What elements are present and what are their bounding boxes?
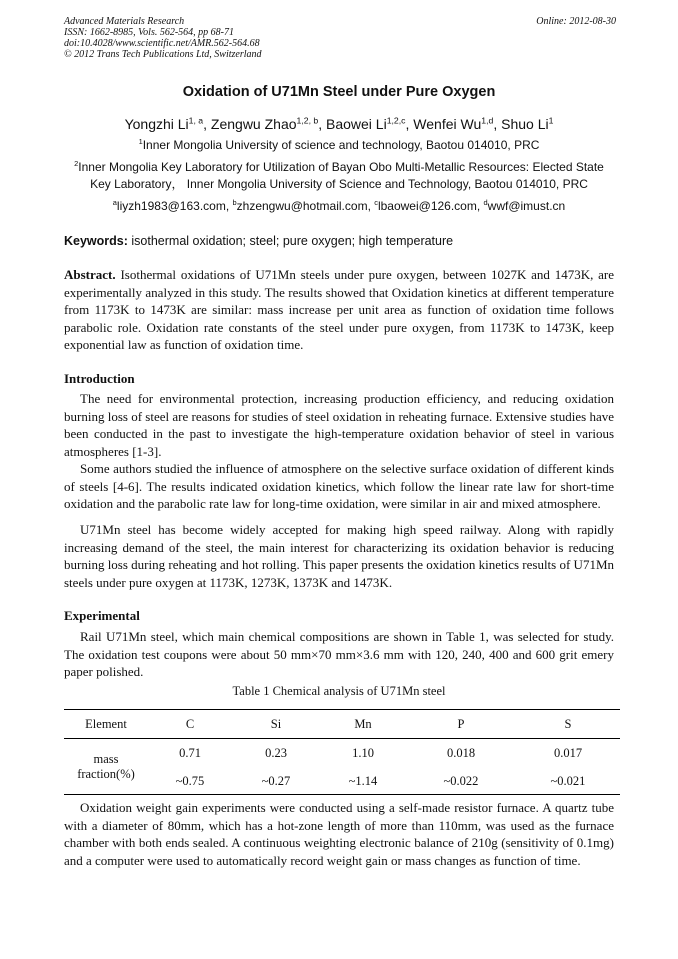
- abstract-text: Isothermal oxidations of U71Mn steels under pure oxygen, between 1027K and 1473K, are experimentally analyzed in this study. The results showed that Oxidation kinetics at different temperature from 1173K to 1473K are similar: mass increase per unit area as function of oxidation time follows parabolic role. Oxidation rate constants of the steel under pure oxygen, from 1173K to 1473K, keep exponential law as function of oxidation time.: [64, 267, 615, 352]
- table-row: [64, 739, 620, 769]
- author: Yongzhi Li$^{1, a}$: [124, 115, 204, 132]
- affiliation-2: $^2$Inner Mongolia Key Laboratory for Utilization of Bayan Obo Multi-Metallic Resources: Elected State Key Laboratory， Inner Mongolia University of Science and Technology, Baotou 014010, PRC: [74, 159, 604, 191]
- section-heading-experimental: Experimental: [64, 608, 140, 623]
- table-caption: Table 1 Chemical analysis of U71Mn steel: [232, 684, 446, 698]
- email-list: $^a$liyzh1983@163.com, $^b$zhzengwu@hotmail.com, $^c$lbaowei@126.com, $^d$wwf@imust.cn: [112, 198, 566, 213]
- abstract: [64, 266, 614, 354]
- table-cell: ~1.14: [348, 773, 378, 788]
- author-list: Yongzhi Li$^{1, a}$, Zengwu Zhao$^{1,2, b}$, Baowei Li$^{1,2,c}$, Wenfei Wu$^{1,d}$, Shuo Li$^1$: [124, 115, 554, 132]
- author: Zengwu Zhao$^{1,2, b}$: [210, 115, 319, 132]
- affiliation-1: $^1$Inner Mongolia University of science and technology, Baotou 014010, PRC: [138, 137, 540, 152]
- author: Baowei Li$^{1,2,c}$: [326, 115, 406, 132]
- email[interactable]: lbaowei@126.com: [377, 199, 477, 213]
- paragraph: Some authors studied the influence of atmosphere on the selective surface oxidation of different kinds of steels [4-6]. The results indicated oxidation kinetics, which follow the linear rate law for short-time oxidation and the parabolic rate law for long-time oxidation, were similar in air and mixed atmosphere.: [64, 461, 614, 511]
- table-header: C: [185, 716, 195, 731]
- table-header: Mn: [354, 716, 372, 731]
- table-cell: 0.71: [179, 746, 201, 761]
- table-cell: 0.018: [446, 746, 476, 761]
- table-cell: ~0.75: [175, 773, 205, 788]
- table-cell: ~0.27: [261, 773, 291, 788]
- paragraph: Oxidation weight gain experiments were conducted using a self-made resistor furnace. A quartz tube with a diameter of 80mm, which has a hot-zone length of more than 110mm, was used as the furnace chamber with both ends sealed. A continuous weighting electronic balance of 210g (sensitivity of 0.1mg) and a computer were used to automatically record weight gain or mass changes as function of time.: [64, 800, 614, 868]
- table-header: S: [564, 716, 572, 731]
- journal-name: Advanced Materials Research: [64, 16, 185, 27]
- journal-header: [64, 16, 262, 60]
- online-date: Online: 2012-08-30: [536, 16, 616, 27]
- table-cell: 1.10: [352, 746, 374, 761]
- email[interactable]: wwf@imust.cn: [487, 199, 566, 213]
- author: Wenfei Wu$^{1,d}$: [413, 115, 494, 132]
- paragraph: Rail U71Mn steel, which main chemical compositions are shown in Table 1, was selected for study. The oxidation test coupons were about 50 mm×70 mm×3.6 mm with 120, 240, 400 and 600 grit emery paper polished.: [64, 629, 614, 679]
- table-cell: 0.017: [553, 746, 583, 761]
- email[interactable]: zhzengwu@hotmail.com: [236, 199, 368, 213]
- paper-title: Oxidation of U71Mn Steel under Pure Oxygen: [182, 84, 496, 100]
- table-row: [64, 769, 620, 795]
- table-header: Element: [85, 716, 127, 731]
- table-cell: ~0.021: [550, 773, 586, 788]
- keywords: [64, 233, 614, 251]
- table-header-row: [64, 710, 620, 739]
- table-header: Si: [270, 716, 282, 731]
- table-cell: ~0.022: [443, 773, 479, 788]
- keywords-label: Keywords:: [64, 234, 128, 248]
- issn: ISSN: 1662-8985, Vols. 562-564, pp 68-71: [64, 27, 234, 38]
- keywords-text: isothermal oxidation; steel; pure oxygen; high temperature: [131, 234, 454, 248]
- composition-table: [64, 709, 620, 795]
- paragraph: U71Mn steel has become widely accepted for making high speed railway. Along with rapidly increasing demand of the steel, the main interest for characterizing its oxidation behavior is reducing burning loss during reheating and hot rolling. This paper presents the oxidation kinetics results of U71Mn steels under pure oxygen at 1173K, 1273K, 1373K and 1473K.: [64, 522, 615, 590]
- email[interactable]: liyzh1983@163.com: [116, 199, 226, 213]
- section-heading-introduction: Introduction: [64, 371, 135, 386]
- row-label: mass fraction(%): [77, 751, 135, 781]
- table-header: P: [457, 716, 465, 731]
- abstract-label: Abstract.: [64, 267, 116, 282]
- doi: doi:10.4028/www.scientific.net/AMR.562-564.68: [64, 38, 260, 49]
- author: Shuo Li$^1$: [501, 115, 554, 132]
- table-cell: 0.23: [265, 746, 287, 761]
- copyright: © 2012 Trans Tech Publications Ltd, Switzerland: [64, 49, 262, 60]
- paragraph: The need for environmental protection, increasing production efficiency, and reducing oxidation burning loss of steel are reasons for studies of steel oxidation in reheating furnace. Extensive studies have been conducted in the past to investigate the high-temperature oxidation behavior of steel in various atmospheres [1-3].: [64, 391, 614, 459]
